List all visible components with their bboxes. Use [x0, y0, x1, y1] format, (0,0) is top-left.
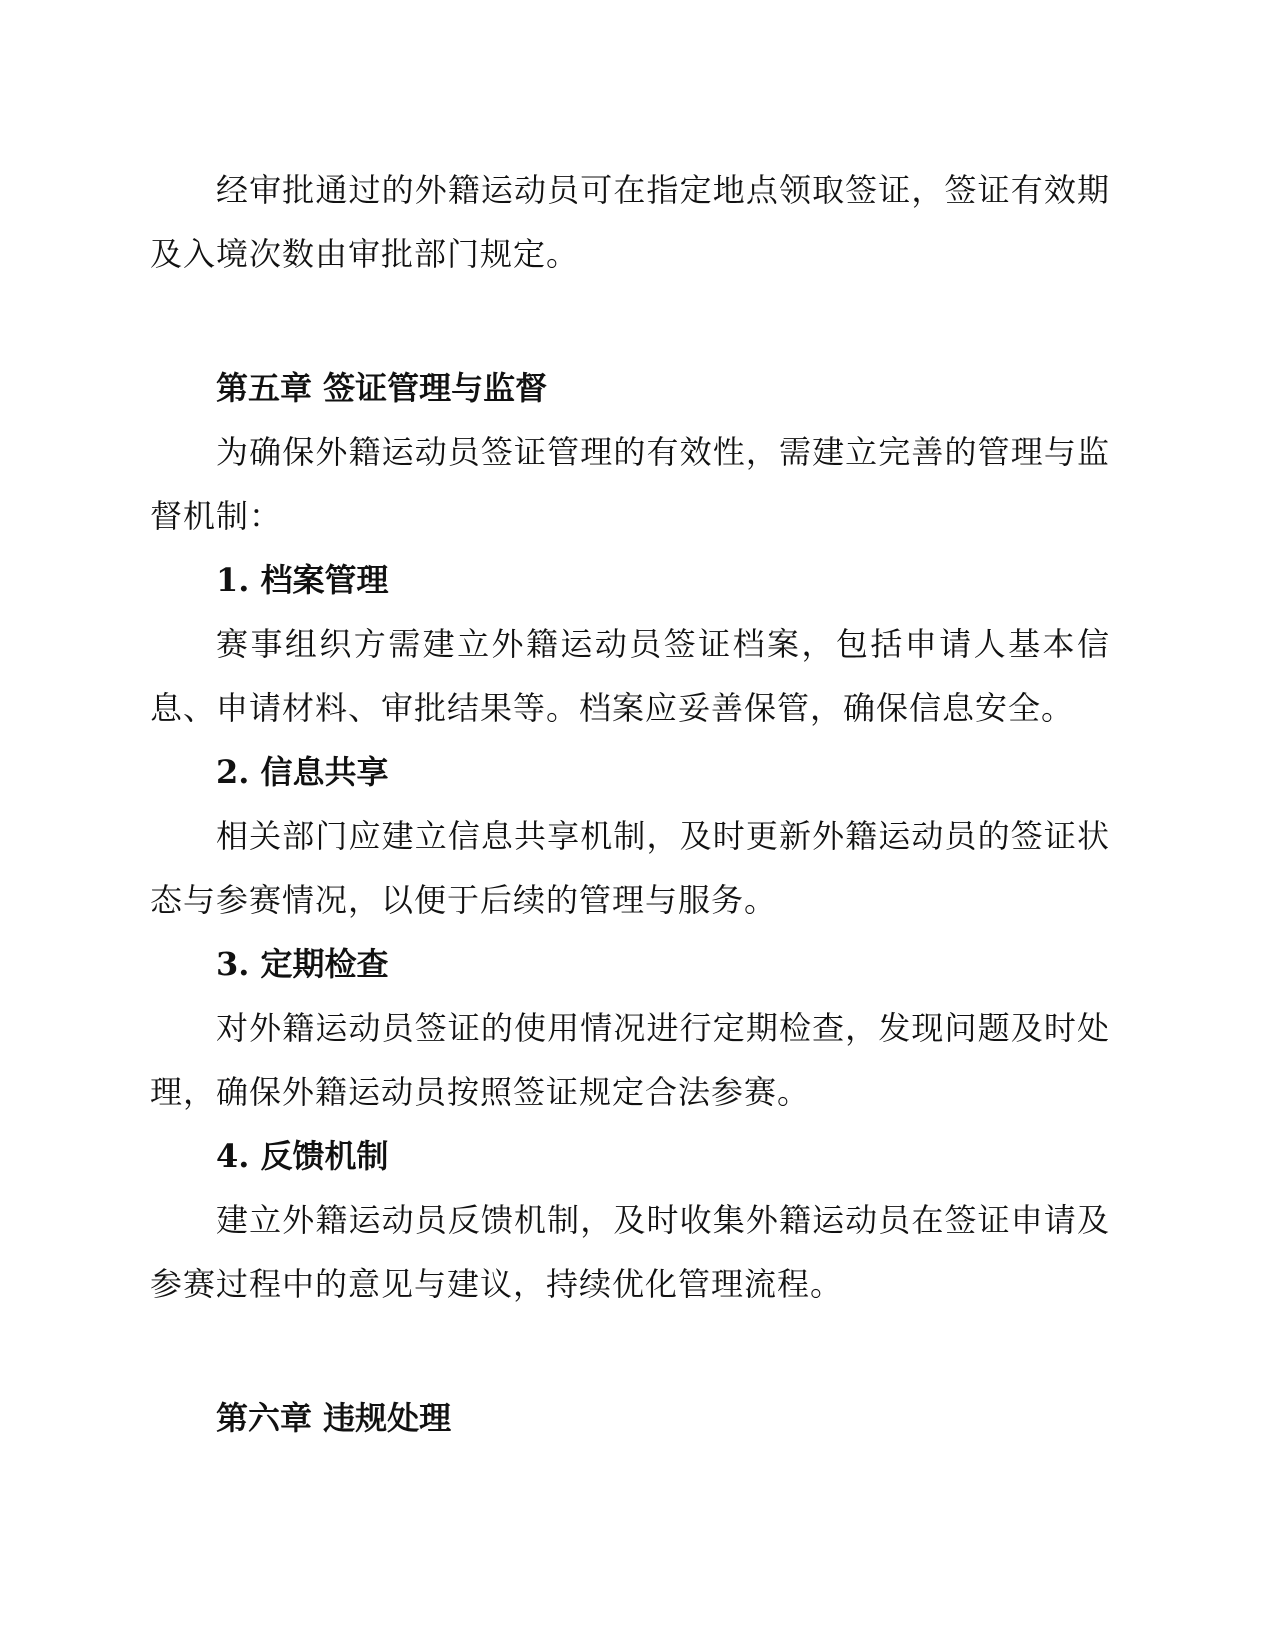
intro-paragraph: 经审批通过的外籍运动员可在指定地点领取签证，签证有效期及入境次数由审批部门规定。: [150, 171, 1110, 273]
section-heading-info-sharing: 2. 信息共享: [216, 753, 389, 791]
section-body-archive: 赛事组织方需建立外籍运动员签证档案，包括申请人基本信息、申请材料、审批结果等。档案应妥善保管，确保信息安全。: [150, 625, 1110, 727]
section-heading-archive: 1. 档案管理: [216, 561, 389, 599]
chapter-spacer: [150, 286, 1110, 356]
section-body-inspection: 对外籍运动员签证的使用情况进行定期检查，发现问题及时处理，确保外籍运动员按照签证规定合法参赛。: [150, 1009, 1110, 1111]
section-heading-inspection: 3. 定期检查: [216, 945, 389, 983]
section-body-feedback: 建立外籍运动员反馈机制，及时收集外籍运动员在签证申请及参赛过程中的意见与建议，持续优化管理流程。: [150, 1201, 1110, 1303]
chapter-spacer: [150, 1316, 1110, 1386]
section-heading-feedback: 4. 反馈机制: [216, 1137, 389, 1175]
chapter-5-title: 第五章 签证管理与监督: [216, 369, 548, 407]
document-body: [150, 158, 1110, 1450]
chapter-6-title: 第六章 违规处理: [216, 1399, 452, 1437]
chapter-5-intro: 为确保外籍运动员签证管理的有效性，需建立完善的管理与监督机制：: [150, 433, 1110, 535]
section-body-info-sharing: 相关部门应建立信息共享机制，及时更新外籍运动员的签证状态与参赛情况，以便于后续的管理与服务。: [150, 817, 1110, 919]
